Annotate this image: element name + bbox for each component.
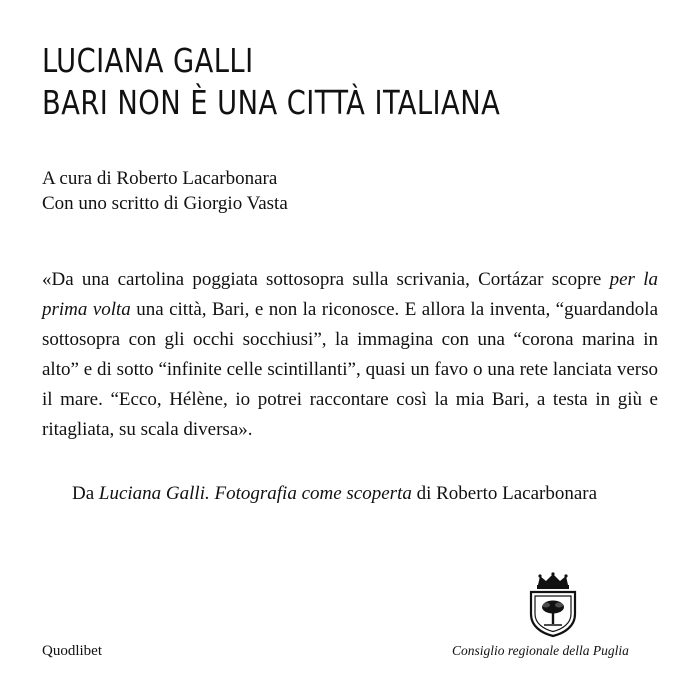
title-main: BARI NON È UNA CITTÀ ITALIANA <box>42 83 501 122</box>
regional-council-name: Consiglio regionale della Puglia <box>452 643 629 658</box>
credit-writer: Con uno scritto di Giorgio Vasta <box>42 193 288 214</box>
credits <box>42 166 288 216</box>
credit-editor: A cura di Roberto Lacarbonara <box>42 168 278 189</box>
source-book-title: Luciana Galli. Fotografia come scoperta <box>98 483 412 504</box>
source-prefix: Da <box>72 483 99 504</box>
quote-paragraph <box>42 265 658 445</box>
quote-text-start: «Da una cartolina poggiata sottosopra sulla scrivania, Cortázar scopre <box>42 269 610 290</box>
quote-source <box>72 479 597 509</box>
book-title <box>42 40 631 124</box>
title-author: LUCIANA GALLI <box>42 41 254 80</box>
regional-coat-of-arms-icon <box>524 572 582 638</box>
quote-text-end: una città, Bari, e non la riconosce. E allora la inventa, “guardandola sottosopra con gli occhi socchiusi”, la immagina con una “corona marina in alto” e di sotto “infinite celle scintillanti”, quasi un favo o una rete lanciata verso il mare. “Ecco, Hélène, io potrei raccontare così la mia Bari, a testa in giù e ritagliata, su scala diversa». <box>42 299 658 440</box>
publisher-name: Quodlibet <box>42 643 102 659</box>
quote-emphasis: per la prima volta <box>42 269 658 320</box>
source-suffix: di Roberto Lacarbonara <box>411 483 598 504</box>
